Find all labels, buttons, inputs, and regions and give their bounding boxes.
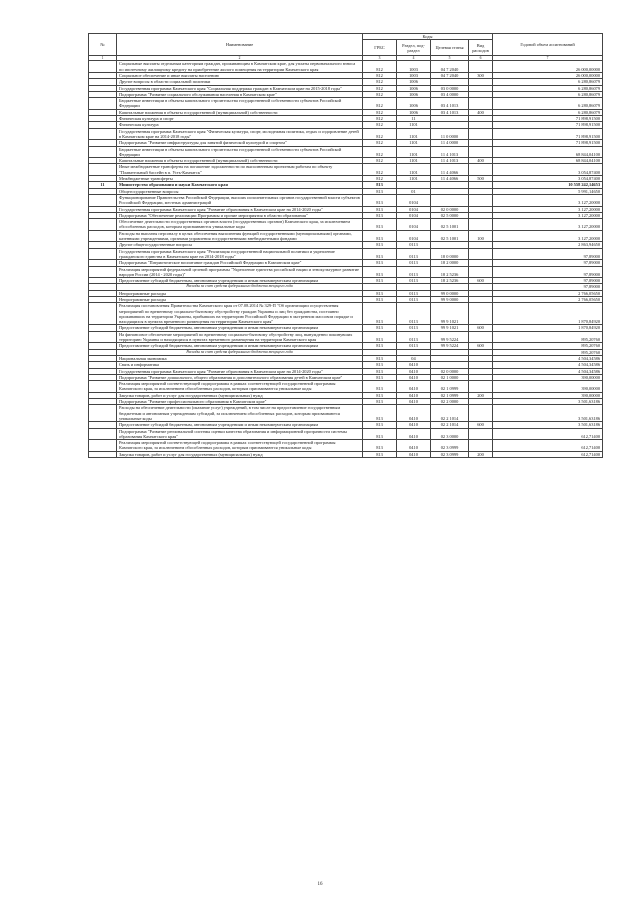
cell-target-article: 18 2 0000 (431, 260, 469, 266)
cell-expense-type: 600 (469, 343, 493, 349)
table-row (89, 230, 603, 242)
cell-target-article: 02 0 0000 (431, 368, 469, 374)
cell-name: Подпрограмма "Развитие инфраструктуры для занятий физической культурой и спортом" (117, 140, 363, 146)
cell-grbs: 813 (363, 206, 397, 212)
cell-section: 0410 (397, 381, 431, 393)
cell-name: Предоставление субсидий бюджетным, автономным учреждениям и иным некоммерческим организациям (117, 278, 363, 284)
cell-section: 0410 (397, 451, 431, 457)
cell-name: Государственная программа Камчатского края "Развитие образования в Камчатском крае на 2014-2020 годы" (117, 368, 363, 374)
cell-name: Реализация мероприятий соответствующей подпрограммы в рамках соответствующей государственной программы Камчатского края, за исключением обособленных расходов, которым присваиваются уникальные коды (117, 381, 363, 393)
cell-section: 0104 (397, 230, 431, 242)
cell-section: 1101 (397, 158, 431, 164)
cell-target-article: 03 4 0000 (431, 91, 469, 97)
cell-grbs: 812 (363, 158, 397, 164)
cell-section: 0410 (397, 368, 431, 374)
cell-section: 0113 (397, 242, 431, 248)
cell-name: Реализация мероприятий соответствующей подпрограммы в рамках соответствующей государственной программы Камчатского края, за исключением обособленных расходов, которым присваиваются уникальные коды (117, 440, 363, 452)
cell-target-article: 11 4 1013 (431, 158, 469, 164)
cell-grbs: 813 (363, 290, 397, 296)
cell-grbs: 813 (363, 278, 397, 284)
cell-section: 0104 (397, 194, 431, 206)
cell-grbs: 812 (363, 85, 397, 91)
cell-name: Расходы на обеспечение деятельности (оказание услуг) учреждений, в том числе на предоставление государственным бюджетным и автономным учреждениям субсидий, за исключением обособленных расходов, которым присваиваются уникальные коды (117, 405, 363, 422)
cell-section: 0113 (397, 296, 431, 302)
cell-expense-type (469, 219, 493, 231)
cell-target-article: 02 1 0999 (431, 392, 469, 398)
cell-amount: 68 844,04100 (493, 146, 603, 158)
cell-amount: 68 844,04100 (493, 158, 603, 164)
cell-amount: 4 504,34586 (493, 362, 603, 368)
cell-no (89, 98, 117, 110)
cell-name: Государственная программа Камчатского края "Физическая культура, спорт, молодежная политика, отдых и оздоровление детей в Камчатском крае на 2014-2018 годы" (117, 128, 363, 140)
cell-name: Расходы на выплаты персоналу в целях обеспечения выполнения функций государственными (муниципальными) органами, казенными учреждениями, органами управления государственными внебюджетными фондами (117, 230, 363, 242)
cell-amount: 71 898,91500 (493, 116, 603, 122)
cell-name: Физическая культура (117, 122, 363, 128)
table-row (89, 98, 603, 110)
cell-target-article: 02 3 0999 (431, 451, 469, 457)
cell-section: 0104 (397, 219, 431, 231)
cell-name: Закупка товаров, работ и услуг для государственных (муниципальных) нужд (117, 451, 363, 457)
cell-grbs: 812 (363, 128, 397, 140)
cell-section: 1101 (397, 176, 431, 182)
cell-name: Непрограммные расходы (117, 290, 363, 296)
cell-name: Государственная программа Камчатского края "Развитие образования в Камчатском крае на 2014-2020 годы" (117, 206, 363, 212)
cell-section: 01 (397, 188, 431, 194)
cell-name: Социальное обеспечение и иные выплаты населению (117, 73, 363, 79)
cell-no (89, 381, 117, 393)
cell-amount: 6 280,86079 (493, 85, 603, 91)
cell-amount: 612,71400 (493, 451, 603, 457)
cell-section: 0410 (397, 422, 431, 428)
cell-grbs: 812 (363, 109, 397, 115)
cell-no: 11 (89, 182, 117, 188)
cell-section: 1006 (397, 91, 431, 97)
cell-name: Межбюджетные трансферты (117, 176, 363, 182)
cell-name: Функционирование Правительства Российской Федерации, высших исполнительных органов государственной власти субъектов Российской Федерации, местных администраций (117, 194, 363, 206)
cell-amount: 390,00000 (493, 392, 603, 398)
cell-grbs: 813 (363, 399, 397, 405)
cell-amount: 26 000,00000 (493, 73, 603, 79)
cell-amount: 71 898,91500 (493, 122, 603, 128)
cell-expense-type (469, 405, 493, 422)
cell-grbs: 813 (363, 230, 397, 242)
cell-grbs: 812 (363, 61, 397, 73)
cell-grbs: 813 (363, 355, 397, 361)
cell-target-article: 02 2 1014 (431, 405, 469, 422)
cell-name: Обеспечение деятельности государственных органов власти (государственных органов) Камчатского края, за исключением обособленных расходов, которым присваиваются уникальные коды (117, 219, 363, 231)
cell-name: Подпрограмма "Развитие дошкольного, общего образования и дополнительного образования детей в Камчатском крае" (117, 374, 363, 380)
header-target: Целевая статья (431, 40, 469, 56)
cell-name: Связь и информатика (117, 362, 363, 368)
cell-grbs: 813 (363, 451, 397, 457)
cell-amount: 3 127,20000 (493, 212, 603, 218)
cell-name: Национальная экономика (117, 355, 363, 361)
cell-target-article: 02 3 0999 (431, 440, 469, 452)
cell-amount: 97,89000 (493, 278, 603, 284)
cell-no (89, 146, 117, 158)
cell-amount: 612,71400 (493, 440, 603, 452)
cell-target-article: 11 0 0000 (431, 128, 469, 140)
cell-grbs: 812 (363, 73, 397, 79)
cell-target-article: 03 4 1013 (431, 109, 469, 115)
cell-grbs: 813 (363, 325, 397, 331)
cell-section: 1003 (397, 73, 431, 79)
cell-no (89, 303, 117, 325)
cell-name: Физическая культура и спорт (117, 116, 363, 122)
table-row (89, 451, 603, 457)
cell-section: 11 (397, 116, 431, 122)
cell-expense-type (469, 194, 493, 206)
cell-section: 0113 (397, 278, 431, 284)
cell-target-article: 02 5 1001 (431, 230, 469, 242)
cell-section: 0104 (397, 206, 431, 212)
cell-grbs: 812 (363, 164, 397, 176)
cell-amount: 3 127,20000 (493, 206, 603, 212)
cell-amount: 2 766,05650 (493, 296, 603, 302)
table-row (89, 128, 603, 140)
cell-no (89, 451, 117, 457)
cell-section: 0113 (397, 325, 431, 331)
cell-section: 0410 (397, 392, 431, 398)
cell-section: 1003 (397, 61, 431, 73)
budget-sheet (88, 33, 602, 458)
cell-section: 04 (397, 355, 431, 361)
cell-target-article: 99 9 0000 (431, 296, 469, 302)
table-row (89, 164, 603, 176)
cell-amount: 3 501,63186 (493, 405, 603, 422)
cell-section: 1101 (397, 140, 431, 146)
cell-grbs: 813 (363, 260, 397, 266)
cell-no (89, 440, 117, 452)
cell-expense-type (469, 440, 493, 452)
cell-target-article: 99 9 5224 (431, 331, 469, 343)
table-row (89, 266, 603, 278)
cell-expense-type (469, 164, 493, 176)
cell-target-article: 11 4 1013 (431, 146, 469, 158)
cell-grbs: 813 (363, 212, 397, 218)
cell-target-article: 11 4 4066 (431, 176, 469, 182)
cell-expense-type (469, 428, 493, 440)
cell-grbs: 812 (363, 91, 397, 97)
cell-amount: 3 501,63186 (493, 422, 603, 428)
cell-name: Капитальные вложения в объекты государственной (муниципальной) собственности (117, 109, 363, 115)
cell-section: 0104 (397, 212, 431, 218)
cell-grbs: 813 (363, 428, 397, 440)
cell-grbs: 813 (363, 188, 397, 194)
cell-expense-type (469, 248, 493, 260)
cell-amount: 2 766,05650 (493, 290, 603, 296)
cell-amount: 97,89000 (493, 284, 603, 290)
cell-amount: 2 863,94650 (493, 242, 603, 248)
cell-target-article: 02 5 1001 (431, 219, 469, 231)
table-row (89, 381, 603, 393)
cell-target-article: 18 2 5236 (431, 278, 469, 284)
header-codes: Коды (363, 34, 493, 40)
cell-section: 1006 (397, 109, 431, 115)
cell-grbs: 813 (363, 248, 397, 260)
cell-expense-type: 600 (469, 422, 493, 428)
cell-amount: 97,89000 (493, 266, 603, 278)
cell-target-article: 03 4 1013 (431, 98, 469, 110)
table-row (89, 248, 603, 260)
cell-name: Реализация постановления Правительства Камчатского края от 07.08.2014 № 329-П "Об организации осуществления мероприятий по временному социально-бытовому обустройству граждан Украины и лиц без гражданства, постоянно проживавших на территории Украины, прибывших на территорию Российской Федерации в экстренном массовом порядке и находящихся в пунктах временного размещения на территории Камчатского края" (117, 303, 363, 325)
cell-no (89, 266, 117, 278)
cell-amount: 3 054,87400 (493, 176, 603, 182)
cell-expense-type: 400 (469, 158, 493, 164)
cell-grbs: 813 (363, 422, 397, 428)
cell-target-article: 11 4 0000 (431, 140, 469, 146)
cell-amount: 6 280,86079 (493, 91, 603, 97)
cell-amount: 3 127,20000 (493, 230, 603, 242)
cell-no (89, 230, 117, 242)
cell-grbs: 813 (363, 362, 397, 368)
cell-expense-type: 600 (469, 325, 493, 331)
cell-name: Подпрограмма "Патриотическое воспитание граждан Российской Федерации в Камчатском крае" (117, 260, 363, 266)
cell-section: 1101 (397, 164, 431, 176)
cell-name: Министерство образования и науки Камчатского края (117, 182, 363, 188)
cell-section: 0113 (397, 331, 431, 343)
cell-target-article: 99 0 0000 (431, 290, 469, 296)
cell-target-article: 02 1 0999 (431, 381, 469, 393)
cell-target-article: 99 9 5224 (431, 343, 469, 349)
cell-grbs: 812 (363, 176, 397, 182)
cell-grbs: 812 (363, 79, 397, 85)
cell-name: Реализация мероприятий федеральной целевой программы "Укрепление единства российской нации и этнокультурное развитие народов России (2014 - 2020 годы)" (117, 266, 363, 278)
cell-section: 0410 (397, 440, 431, 452)
cell-amount: 4 504,34586 (493, 368, 603, 374)
cell-grbs: 813 (363, 303, 397, 325)
cell-no (89, 61, 117, 73)
cell-amount: 390,00000 (493, 374, 603, 380)
cell-section: 1101 (397, 146, 431, 158)
col-num: 5 (431, 56, 469, 61)
cell-grbs: 813 (363, 242, 397, 248)
cell-target-article: 03 0 0000 (431, 85, 469, 91)
cell-amount: 612,71400 (493, 428, 603, 440)
cell-expense-type: 500 (469, 176, 493, 182)
cell-grbs: 813 (363, 296, 397, 302)
cell-amount: 390,00000 (493, 381, 603, 393)
cell-target-article (431, 194, 469, 206)
cell-name: На финансовое обеспечение мероприятий по временному социально-бытовому обустройству лиц, вынужденно покинувших территорию Украины и находящихся в пунктах временного размещения на территории Камчатского края (117, 331, 363, 343)
cell-name: Другие общегосударственные вопросы (117, 242, 363, 248)
cell-grbs: 813 (363, 266, 397, 278)
cell-section: 0410 (397, 428, 431, 440)
cell-name: Расходы за счет средств федерального бюджета текущего года (117, 349, 363, 355)
cell-grbs: 813 (363, 219, 397, 231)
cell-name: Подпрограмма "Развитие профессионального образования в Камчатском крае" (117, 399, 363, 405)
cell-name: Подпрограмма "Развитие региональной системы оценки качества образования и информационной прозрачности системы образования Камчатского края" (117, 428, 363, 440)
cell-section: 0113 (397, 266, 431, 278)
cell-amount: 5 991,14650 (493, 188, 603, 194)
cell-target-article: 04 7 2040 (431, 73, 469, 79)
cell-expense-type: 400 (469, 109, 493, 115)
table-row (89, 331, 603, 343)
budget-table (88, 33, 603, 458)
cell-target-article: 02 5 0000 (431, 212, 469, 218)
cell-name: Предоставление субсидий бюджетным, автономным учреждениям и иным некоммерческим организациям (117, 343, 363, 349)
cell-amount: 3 054,87400 (493, 164, 603, 176)
cell-grbs: 813 (363, 331, 397, 343)
cell-section: 0410 (397, 399, 431, 405)
cell-target-article: 11 4 4066 (431, 164, 469, 176)
cell-grbs: 813 (363, 405, 397, 422)
cell-target-article: 99 9 1021 (431, 325, 469, 331)
cell-grbs: 813 (363, 392, 397, 398)
cell-name: Предоставление субсидий бюджетным, автономным учреждениям и иным некоммерческим организациям (117, 325, 363, 331)
cell-amount: 6 280,86079 (493, 98, 603, 110)
cell-grbs: 813 (363, 381, 397, 393)
cell-grbs: 812 (363, 146, 397, 158)
cell-section: 0410 (397, 405, 431, 422)
cell-amount: 26 000,00000 (493, 61, 603, 73)
table-row (89, 440, 603, 452)
cell-grbs: 812 (363, 122, 397, 128)
cell-section: 1006 (397, 79, 431, 85)
cell-name: Подпрограмма "Развитие социального обслуживания населения в Камчатском крае" (117, 91, 363, 97)
cell-amount: 97,89000 (493, 260, 603, 266)
cell-section: 0410 (397, 362, 431, 368)
cell-name: Другие вопросы в области социальной политики (117, 79, 363, 85)
cell-grbs: 813 (363, 374, 397, 380)
cell-grbs: 813 (363, 182, 397, 188)
cell-amount: 4 504,34586 (493, 355, 603, 361)
cell-amount: 97,89000 (493, 248, 603, 260)
cell-amount: 6 280,86079 (493, 109, 603, 115)
header-grbs: ГРБС (363, 40, 397, 56)
table-row (89, 405, 603, 422)
cell-grbs: 813 (363, 440, 397, 452)
cell-target-article: 02 2 0000 (431, 399, 469, 405)
cell-name: Бюджетные инвестиции в объекты капитального строительства государственной собственности субъектов Российской Федерации (117, 98, 363, 110)
cell-expense-type: 200 (469, 392, 493, 398)
cell-name: Капитальные вложения в объекты государственной (муниципальной) собственности (117, 158, 363, 164)
cell-expense-type (469, 266, 493, 278)
cell-grbs: 812 (363, 116, 397, 122)
cell-target-article: 18 2 5236 (431, 266, 469, 278)
cell-target-article: 02 2 1014 (431, 422, 469, 428)
cell-name: Иные межбюджетные трансферты на погашение задолженности по выполненным проектным работам по объекту "Плавательный бассейн в п. Усть-Камчатск" (117, 164, 363, 176)
cell-expense-type (469, 331, 493, 343)
cell-section: 1101 (397, 128, 431, 140)
cell-amount: 3 501,63186 (493, 399, 603, 405)
cell-amount: 895,20760 (493, 349, 603, 355)
cell-section: 0113 (397, 303, 431, 325)
cell-no (89, 428, 117, 440)
cell-section: 1101 (397, 122, 431, 128)
cell-expense-type (469, 128, 493, 140)
cell-section: 0410 (397, 374, 431, 380)
cell-target-article: 02 0 0000 (431, 206, 469, 212)
header-exp-type: Вид расходов (469, 40, 493, 56)
cell-grbs: 813 (363, 343, 397, 349)
cell-section: 0113 (397, 248, 431, 260)
cell-no (89, 405, 117, 422)
table-row (89, 61, 603, 73)
cell-name: Социальные выплаты отдельным категориям граждан, проживающим в Камчатском крае, для уплаты первоначального взноса по ипотечному жилищному кредиту на приобретение жилого помещения на территории Камчатского края (117, 61, 363, 73)
cell-name: Непрограммные расходы (117, 296, 363, 302)
cell-amount: 3 127,20000 (493, 219, 603, 231)
cell-no (89, 219, 117, 231)
cell-no (89, 128, 117, 140)
cell-section: 0113 (397, 260, 431, 266)
table-row (89, 146, 603, 158)
cell-section: 0113 (397, 343, 431, 349)
cell-amount: 1 870,84920 (493, 303, 603, 325)
page-number: 16 (317, 882, 323, 887)
cell-expense-type (469, 146, 493, 158)
cell-no (89, 164, 117, 176)
cell-expense-type: 100 (469, 230, 493, 242)
header-amount: Годовой объем ассигнований (493, 34, 603, 56)
table-row (89, 303, 603, 325)
cell-target-article: 04 7 2040 (431, 61, 469, 73)
cell-expense-type (469, 98, 493, 110)
cell-expense-type: 600 (469, 278, 493, 284)
table-row (89, 219, 603, 231)
cell-target-article: 02 1 0000 (431, 374, 469, 380)
cell-name: Предоставление субсидий бюджетным, автономным учреждениям и иным некоммерческим организациям (117, 422, 363, 428)
col-num: 6 (469, 56, 493, 61)
cell-no (89, 331, 117, 343)
cell-amount: 6 280,86079 (493, 79, 603, 85)
cell-expense-type: 200 (469, 451, 493, 457)
header-name: Наименование (117, 34, 363, 56)
cell-name: Государственная программа Камчатского края "Реализация государственной национальной политики и укрепление гражданского единства в Камчатском крае на 2014-2018 годы" (117, 248, 363, 260)
cell-name: Бюджетные инвестиции в объекты капитального строительства государственной собственности субъектов Российской Федерации (117, 146, 363, 158)
cell-expense-type (469, 303, 493, 325)
header-section: Раздел, под-раздел (397, 40, 431, 56)
cell-section: 0113 (397, 290, 431, 296)
cell-name: Общегосударственные вопросы (117, 188, 363, 194)
cell-amount: 3 127,20000 (493, 194, 603, 206)
col-num: 1 (89, 56, 117, 61)
table-row (89, 194, 603, 206)
cell-expense-type: 300 (469, 73, 493, 79)
cell-target-article: 99 9 1021 (431, 303, 469, 325)
cell-grbs: 812 (363, 98, 397, 110)
cell-no (89, 194, 117, 206)
col-num: 2 (117, 56, 363, 61)
col-num: 7 (493, 56, 603, 61)
cell-amount: 895,20760 (493, 343, 603, 349)
cell-no (89, 248, 117, 260)
cell-expense-type (469, 381, 493, 393)
cell-name: Расходы за счет средств федерального бюджета текущего года (117, 284, 363, 290)
cell-section: 1006 (397, 85, 431, 91)
col-num: 4 (397, 56, 431, 61)
header-no: № (89, 34, 117, 56)
cell-amount: 10 558 242,14653 (493, 182, 603, 188)
cell-name: Подпрограмма "Обеспечение реализации Программы и прочие мероприятия в области образования" (117, 212, 363, 218)
cell-grbs: 813 (363, 194, 397, 206)
cell-grbs: 813 (363, 368, 397, 374)
cell-section: 1006 (397, 98, 431, 110)
cell-amount: 71 898,91500 (493, 140, 603, 146)
cell-grbs: 812 (363, 140, 397, 146)
cell-amount: 895,20760 (493, 331, 603, 343)
cell-target-article: 18 0 0000 (431, 248, 469, 260)
cell-name: Закупка товаров, работ и услуг для государственных (муниципальных) нужд (117, 392, 363, 398)
cell-name: Государственная программа Камчатского края "Социальная поддержка граждан в Камчатском крае на 2015-2018 годы" (117, 85, 363, 91)
cell-expense-type (469, 61, 493, 73)
cell-target-article: 02 3 0000 (431, 428, 469, 440)
col-num: 3 (363, 56, 397, 61)
cell-amount: 71 898,91500 (493, 128, 603, 140)
table-row (89, 428, 603, 440)
cell-amount: 1 870,84920 (493, 325, 603, 331)
